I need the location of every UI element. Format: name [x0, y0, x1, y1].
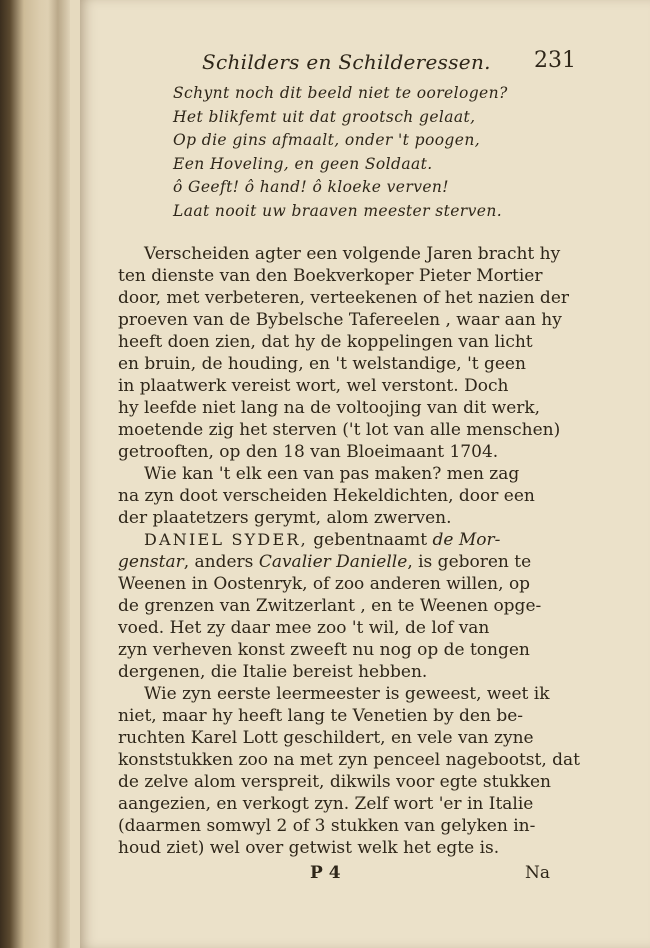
- verse-line: ô Geeft! ô hand! ô kloeke verven!: [173, 178, 449, 196]
- page-number: 231: [534, 48, 576, 73]
- text-line: door, met verbeteren, verteekenen of het nazien der: [118, 288, 570, 308]
- person-name: DANIEL SYDER,: [144, 530, 308, 549]
- text-line: Wie kan 't elk een van pas maken? men zag: [144, 464, 520, 484]
- verse-line: Laat nooit uw braaven meester sterven.: [173, 201, 503, 220]
- paragraph-mortier: [118, 243, 570, 463]
- text-line: de grenzen van Zwitzerlant , en te Weenen opge-: [118, 596, 542, 616]
- text-line: heeft doen zien, dat hy de koppelingen van licht: [118, 332, 533, 352]
- text-line: der plaatetzers gerymt, alom zwerven.: [118, 508, 452, 528]
- verse-line: Een Hoveling, en geen Soldaat.: [173, 154, 433, 173]
- catchword: Na: [525, 863, 551, 883]
- text-line: Verscheiden agter een volgende Jaren bracht hy: [144, 244, 561, 264]
- verse-line: Het blikfemt uit dat grootsch gelaat,: [173, 107, 476, 126]
- text-line: hy leefde niet lang na de voltoojing van dit werk,: [118, 398, 541, 418]
- text-line: na zyn doot verscheiden Hekeldichten, door een: [118, 486, 535, 506]
- text-line: genstar, anders Cavalier Danielle, is geboren te: [118, 552, 532, 572]
- text-line: getrooften, op den 18 van Bloeimaant 1704.: [118, 442, 499, 462]
- text-line: in plaatwerk vereist wort, wel verstont. Doch: [118, 376, 509, 396]
- text-line: konststukken zoo na met zyn penceel nagebootst, dat: [118, 750, 581, 770]
- text-line: Wie zyn eerste leermeester is geweest, weet ik: [144, 684, 550, 704]
- page-content: [110, 48, 581, 889]
- text-line: Weenen in Oostenryk, of zoo anderen willen, op: [118, 574, 531, 594]
- italic-text: de Mor-: [432, 530, 501, 550]
- verse-block: [173, 82, 570, 223]
- signature-mark: P 4: [310, 863, 341, 883]
- text-line: zyn verheven konst zweeft nu nog op de tongen: [118, 640, 530, 660]
- running-title: Schilders en Schilderessen.: [202, 50, 491, 74]
- text-line: (daarmen somwyl 2 of 3 stukken van gelyken in-: [118, 816, 536, 836]
- text-line: DANIEL SYDER, gebentnaamt de Mor-: [144, 530, 501, 550]
- paragraph-hekeldichten: [118, 463, 563, 529]
- body-text: [118, 243, 581, 859]
- paragraph-syder: [118, 529, 563, 683]
- verse-line: Op die gins afmaalt, onder 't poogen,: [173, 131, 481, 149]
- text-line: ten dienste van den Boekverkoper Pieter Mortier: [118, 266, 543, 286]
- text-line: ruchten Karel Lott geschildert, en vele van zyne: [118, 728, 534, 748]
- text-line: proeven van de Bybelsche Tafereelen , waar aan hy: [118, 310, 562, 330]
- text-line: voed. Het zy daar mee zoo 't wil, de lof van: [118, 618, 490, 638]
- book-gutter: [48, 0, 70, 948]
- running-head: [110, 48, 576, 80]
- text-line: houd ziet) wel over getwist welk het egte is.: [118, 838, 500, 858]
- verse-line: Schynt noch dit beeld niet te oorelogen?: [173, 84, 508, 102]
- text-line: en bruin, de houding, en 't welstandige, 't geen: [118, 354, 526, 374]
- italic-text: Cavalier Danielle: [258, 552, 408, 572]
- paragraph-leermeester: [118, 683, 581, 859]
- text-line: aangezien, en verkogt zyn. Zelf wort 'er in Italie: [118, 794, 534, 814]
- text-line: de zelve alom verspreit, dikwils voor egte stukken: [118, 772, 551, 792]
- page-footer: [110, 863, 570, 889]
- text-line: dergenen, die Italie bereist hebben.: [118, 662, 428, 682]
- text-line: niet, maar hy heeft lang te Venetien by den be-: [118, 706, 524, 726]
- text-line: moetende zig het sterven ('t lot van alle menschen): [118, 420, 561, 440]
- italic-text: genstar: [118, 552, 184, 572]
